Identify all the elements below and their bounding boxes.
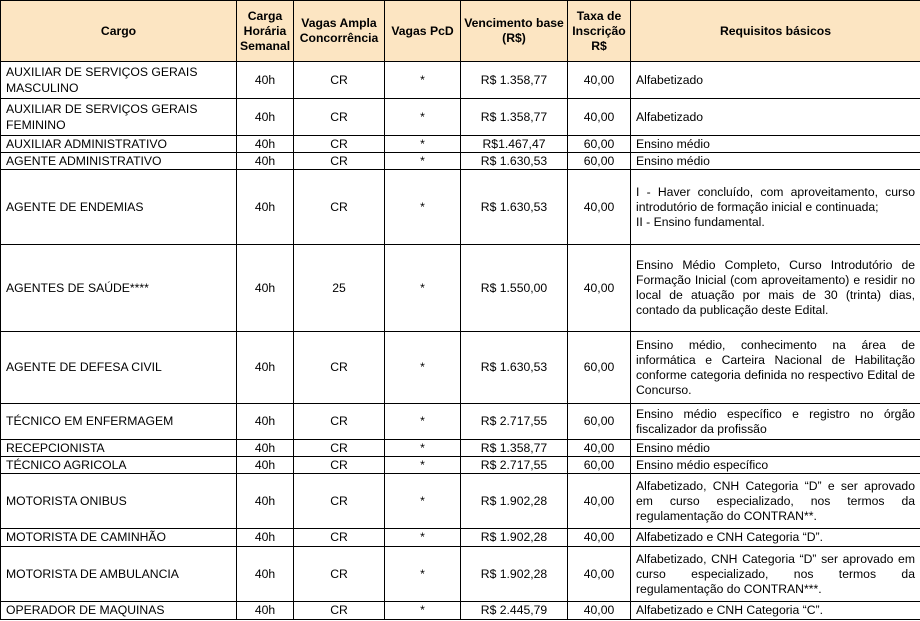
- cell-vencimento: R$ 2.445,79: [461, 602, 568, 620]
- cell-cargo: AGENTES DE SAÚDE****: [1, 245, 237, 332]
- cell-taxa: 40,00: [568, 547, 631, 602]
- cell-carga: 40h: [237, 529, 294, 547]
- cell-requisitos: Alfabetizado e CNH Categoria “C”.: [631, 602, 920, 620]
- cell-vencimento: R$ 1.902,28: [461, 547, 568, 602]
- cell-pcd: *: [385, 547, 461, 602]
- cell-requisitos: Alfabetizado, CNH Categoria “D” ser aprovado em curso especializado, nos termos da regulamentação do CONTRAN***.: [631, 547, 920, 602]
- cell-requisitos: Ensino médio: [631, 153, 920, 170]
- cell-cargo: MOTORISTA ONIBUS: [1, 474, 237, 529]
- cell-cargo: RECEPCIONISTA: [1, 440, 237, 457]
- cell-ampla: CR: [294, 474, 385, 529]
- cell-ampla: CR: [294, 602, 385, 620]
- cell-ampla: CR: [294, 547, 385, 602]
- cell-taxa: 40,00: [568, 440, 631, 457]
- cell-carga: 40h: [237, 602, 294, 620]
- table-row: [1, 457, 920, 474]
- cell-pcd: *: [385, 62, 461, 99]
- cell-carga: 40h: [237, 547, 294, 602]
- table-row: [1, 404, 920, 440]
- cell-ampla: CR: [294, 332, 385, 404]
- cell-cargo: MOTORISTA DE AMBULANCIA: [1, 547, 237, 602]
- cell-vencimento: R$ 1.358,77: [461, 440, 568, 457]
- cell-pcd: *: [385, 332, 461, 404]
- cell-vencimento: R$ 1.630,53: [461, 332, 568, 404]
- cell-cargo: MOTORISTA DE CAMINHÃO: [1, 529, 237, 547]
- cell-cargo: AUXILIAR DE SERVIÇOS GERAIS FEMININO: [1, 99, 237, 136]
- cell-carga: 40h: [237, 457, 294, 474]
- cell-carga: 40h: [237, 170, 294, 245]
- cell-ampla: CR: [294, 62, 385, 99]
- header-vagas-pcd: Vagas PcD: [385, 1, 461, 62]
- cell-vencimento: R$1.467,47: [461, 136, 568, 153]
- cell-taxa: 40,00: [568, 474, 631, 529]
- cell-carga: 40h: [237, 440, 294, 457]
- table-row: [1, 62, 920, 99]
- cell-vencimento: R$ 1.630,53: [461, 153, 568, 170]
- cell-cargo: TÉCNICO EM ENFERMAGEM: [1, 404, 237, 440]
- table-row: [1, 245, 920, 332]
- table-row: [1, 602, 920, 620]
- cell-pcd: *: [385, 99, 461, 136]
- cell-requisitos: Ensino médio, conhecimento na área de informática e Carteira Nacional de Habilitação conforme categoria definida no respectivo Edital de Concurso.: [631, 332, 920, 404]
- cell-pcd: *: [385, 529, 461, 547]
- cell-requisitos: [631, 170, 920, 245]
- cell-requisitos: Ensino Médio Completo, Curso Introdutório de Formação Inicial (com aproveitamento) e residir no local de atuação por mais de 30 (trinta) dias, contado da publicação deste Edital.: [631, 245, 920, 332]
- cell-cargo: OPERADOR DE MAQUINAS: [1, 602, 237, 620]
- cell-pcd: *: [385, 474, 461, 529]
- cell-ampla: CR: [294, 440, 385, 457]
- cell-vencimento: R$ 1.902,28: [461, 529, 568, 547]
- cell-vencimento: R$ 1.358,77: [461, 62, 568, 99]
- cell-carga: 40h: [237, 404, 294, 440]
- cell-pcd: *: [385, 153, 461, 170]
- cell-requisitos: Ensino médio: [631, 136, 920, 153]
- cell-carga: 40h: [237, 136, 294, 153]
- cell-cargo: TÉCNICO AGRICOLA: [1, 457, 237, 474]
- cell-ampla: CR: [294, 404, 385, 440]
- cell-taxa: 40,00: [568, 529, 631, 547]
- cell-vencimento: R$ 1.902,28: [461, 474, 568, 529]
- cell-carga: 40h: [237, 474, 294, 529]
- cell-requisitos: Ensino médio específico e registro no órgão fiscalizador da profissão: [631, 404, 920, 440]
- table-header-row: [1, 1, 920, 62]
- cell-carga: 40h: [237, 245, 294, 332]
- cell-ampla: CR: [294, 529, 385, 547]
- table-row: [1, 474, 920, 529]
- cell-taxa: 60,00: [568, 457, 631, 474]
- cell-taxa: 60,00: [568, 332, 631, 404]
- cell-cargo: AUXILIAR ADMINISTRATIVO: [1, 136, 237, 153]
- header-carga-horaria: Carga Horária Semanal: [237, 1, 294, 62]
- table-row: [1, 153, 920, 170]
- cell-carga: 40h: [237, 153, 294, 170]
- cell-ampla: CR: [294, 457, 385, 474]
- cell-taxa: 40,00: [568, 99, 631, 136]
- cell-taxa: 40,00: [568, 245, 631, 332]
- cell-requisitos: Ensino médio: [631, 440, 920, 457]
- cell-requisitos: Ensino médio específico: [631, 457, 920, 474]
- cell-cargo: AGENTE DE ENDEMIAS: [1, 170, 237, 245]
- cell-pcd: *: [385, 404, 461, 440]
- table-row: [1, 170, 920, 245]
- cell-requisitos: Alfabetizado: [631, 62, 920, 99]
- cell-taxa: 40,00: [568, 170, 631, 245]
- cell-pcd: *: [385, 440, 461, 457]
- cell-taxa: 40,00: [568, 602, 631, 620]
- cell-ampla: CR: [294, 170, 385, 245]
- cell-ampla: CR: [294, 99, 385, 136]
- cell-pcd: *: [385, 170, 461, 245]
- cell-requisitos: Alfabetizado e CNH Categoria “D”.: [631, 529, 920, 547]
- cell-requisitos: Alfabetizado, CNH Categoria “D” e ser aprovado em curso especializado, nos termos da regulamentação do CONTRAN**.: [631, 474, 920, 529]
- cell-vencimento: R$ 1.630,53: [461, 170, 568, 245]
- cell-requisitos: Alfabetizado: [631, 99, 920, 136]
- cell-pcd: *: [385, 136, 461, 153]
- header-vencimento: Vencimento base (R$): [461, 1, 568, 62]
- table-row: [1, 529, 920, 547]
- cell-vencimento: R$ 2.717,55: [461, 457, 568, 474]
- header-requisitos: Requisitos básicos: [631, 1, 920, 62]
- cell-pcd: *: [385, 245, 461, 332]
- cell-carga: 40h: [237, 99, 294, 136]
- cell-vencimento: R$ 1.358,77: [461, 99, 568, 136]
- cell-cargo: AUXILIAR DE SERVIÇOS GERAIS MASCULINO: [1, 62, 237, 99]
- table-row: [1, 99, 920, 136]
- cell-ampla: 25: [294, 245, 385, 332]
- cell-carga: 40h: [237, 62, 294, 99]
- cell-ampla: CR: [294, 136, 385, 153]
- requisito-line: I - Haver concluído, com aproveitamento, curso introdutório de formação inicial e continuada;: [636, 184, 915, 214]
- cell-taxa: 40,00: [568, 62, 631, 99]
- cell-vencimento: R$ 2.717,55: [461, 404, 568, 440]
- cell-cargo: AGENTE ADMINISTRATIVO: [1, 153, 237, 170]
- cell-cargo: AGENTE DE DEFESA CIVIL: [1, 332, 237, 404]
- cell-taxa: 60,00: [568, 404, 631, 440]
- cell-ampla: CR: [294, 153, 385, 170]
- cell-taxa: 60,00: [568, 153, 631, 170]
- cell-vencimento: R$ 1.550,00: [461, 245, 568, 332]
- cell-pcd: *: [385, 602, 461, 620]
- cell-carga: 40h: [237, 332, 294, 404]
- table-row: [1, 136, 920, 153]
- header-vagas-ampla: Vagas Ampla Concorrência: [294, 1, 385, 62]
- requisito-line: II - Ensino fundamental.: [636, 214, 765, 229]
- header-taxa: Taxa de Inscrição R$: [568, 1, 631, 62]
- cell-taxa: 60,00: [568, 136, 631, 153]
- cell-pcd: *: [385, 457, 461, 474]
- table-row: [1, 440, 920, 457]
- header-cargo: Cargo: [1, 1, 237, 62]
- table-row: [1, 547, 920, 602]
- table-row: [1, 332, 920, 404]
